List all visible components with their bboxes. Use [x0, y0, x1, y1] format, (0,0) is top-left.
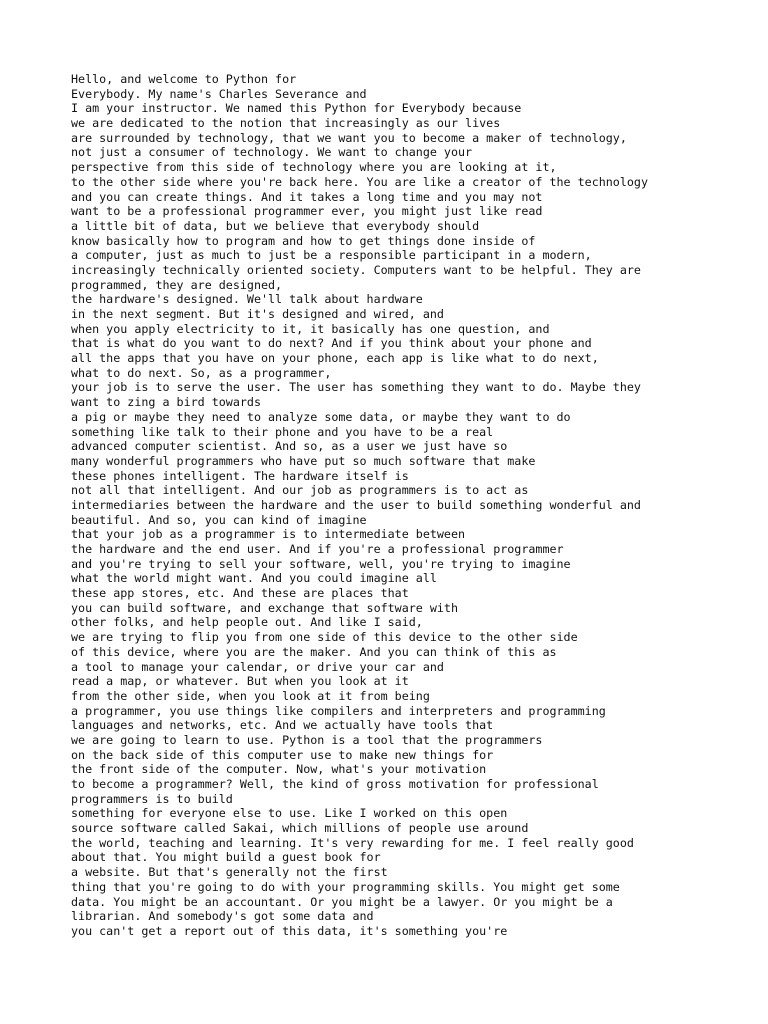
transcript-line: that your job as a programmer is to intermediate between — [71, 527, 466, 542]
transcript-line: perspective from this side of technology where you are looking at it, — [71, 160, 557, 175]
transcript-line: Everybody. My name's Charles Severance and — [71, 86, 367, 101]
transcript-line: what to do next. So, as a programmer, — [71, 365, 332, 380]
transcript-line: a computer, just as much to just be a responsible participant in a modern, — [71, 248, 592, 263]
transcript-line: beautiful. And so, you can kind of imagine — [71, 512, 367, 527]
transcript-line: what the world might want. And you could imagine all — [71, 571, 437, 586]
transcript-line: from the other side, when you look at it from being — [71, 688, 430, 703]
transcript-line: and you can create things. And it takes a long time and you may not — [71, 189, 543, 204]
transcript-line: are surrounded by technology, that we want you to become a maker of technology, — [71, 130, 627, 145]
transcript-line: librarian. And somebody's got some data and — [71, 909, 374, 924]
transcript-line: a pig or maybe they need to analyze some data, or maybe they want to do — [71, 409, 571, 424]
transcript-line: you can't get a report out of this data, it's something you're — [71, 923, 508, 938]
transcript-line: know basically how to program and how to get things done inside of — [71, 233, 536, 248]
transcript-line: your job is to serve the user. The user has something they want to do. Maybe they — [71, 380, 641, 395]
transcript-line: programmed, they are designed, — [71, 277, 283, 292]
transcript-line: want to be a professional programmer ever, you might just like read — [71, 204, 543, 219]
transcript-line: read a map, or whatever. But when you look at it — [71, 674, 409, 689]
transcript-line: source software called Sakai, which millions of people use around — [71, 821, 529, 836]
transcript-line: the front side of the computer. Now, what's your motivation — [71, 762, 487, 777]
transcript-line: on the back side of this computer use to make new things for — [71, 747, 494, 762]
transcript-line: all the apps that you have on your phone, each app is like what to do next, — [71, 351, 599, 366]
transcript-line: data. You might be an accountant. Or you might be a lawyer. Or you might be a — [71, 894, 613, 909]
transcript-line: languages and networks, etc. And we actually have tools that — [71, 718, 494, 733]
transcript-line: the hardware and the end user. And if you're a professional programmer — [71, 542, 564, 556]
transcript-line: increasingly technically oriented society. Computers want to be helpful. They are — [71, 262, 641, 277]
transcript-line: something like talk to their phone and you have to be a real — [71, 424, 494, 439]
transcript-line: these app stores, etc. And these are places that — [71, 586, 409, 601]
transcript-line: about that. You might build a guest book for — [71, 850, 381, 865]
transcript-line: a website. But that's generally not the first — [71, 865, 388, 880]
transcript-line: these phones intelligent. The hardware itself is — [71, 468, 409, 483]
transcript-line: want to zing a bird towards — [71, 395, 261, 410]
transcript-line: a little bit of data, but we believe that everybody should — [71, 218, 480, 233]
transcript-line: advanced computer scientist. And so, as a user we just have so — [71, 439, 508, 454]
transcript-line: to become a programmer? Well, the kind of gross motivation for professional — [71, 777, 599, 791]
transcript-line: in the next segment. But it's designed and wired, and — [71, 307, 444, 321]
transcript-line: not all that intelligent. And our job as programmers is to act as — [71, 483, 529, 498]
transcript-line: I am your instructor. We named this Python for Everybody because — [71, 101, 522, 116]
transcript-line: not just a consumer of technology. We want to change your — [71, 145, 473, 160]
transcript-line: thing that you're going to do with your programming skills. You might get some — [71, 879, 620, 894]
transcript-line: and you're trying to sell your software, well, you're trying to imagine — [71, 556, 571, 571]
transcript-line: to the other side where you're back here. You are like a creator of the technology — [71, 174, 648, 189]
transcript-line: something for everyone else to use. Like I worked on this open — [71, 806, 508, 821]
transcript-line: intermediaries between the hardware and the user to build something wonderful and — [71, 497, 641, 512]
transcript-line: you can build software, and exchange that software with — [71, 600, 459, 615]
transcript-line: the hardware's designed. We'll talk about hardware — [71, 292, 423, 307]
transcript-line: we are going to learn to use. Python is a tool that the programmers — [71, 732, 543, 747]
transcript-text — [71, 72, 761, 939]
transcript-line: we are trying to flip you from one side of this device to the other side — [71, 630, 578, 645]
transcript-line: a programmer, you use things like compilers and interpreters and programming — [71, 703, 606, 718]
transcript-line: programmers is to build — [71, 791, 233, 806]
transcript-line: we are dedicated to the notion that increasingly as our lives — [71, 116, 501, 131]
transcript-line: that is what do you want to do next? And if you think about your phone and — [71, 336, 592, 351]
transcript-line: when you apply electricity to it, it basically has one question, and — [71, 321, 550, 336]
transcript-line: the world, teaching and learning. It's very rewarding for me. I feel really good — [71, 835, 634, 850]
transcript-line: a tool to manage your calendar, or drive your car and — [71, 659, 444, 674]
transcript-line: of this device, where you are the maker. And you can think of this as — [71, 644, 557, 659]
transcript-line: other folks, and help people out. And like I said, — [71, 615, 423, 630]
transcript-line: many wonderful programmers who have put so much software that make — [71, 453, 536, 468]
transcript-line: Hello, and welcome to Python for — [71, 72, 297, 86]
